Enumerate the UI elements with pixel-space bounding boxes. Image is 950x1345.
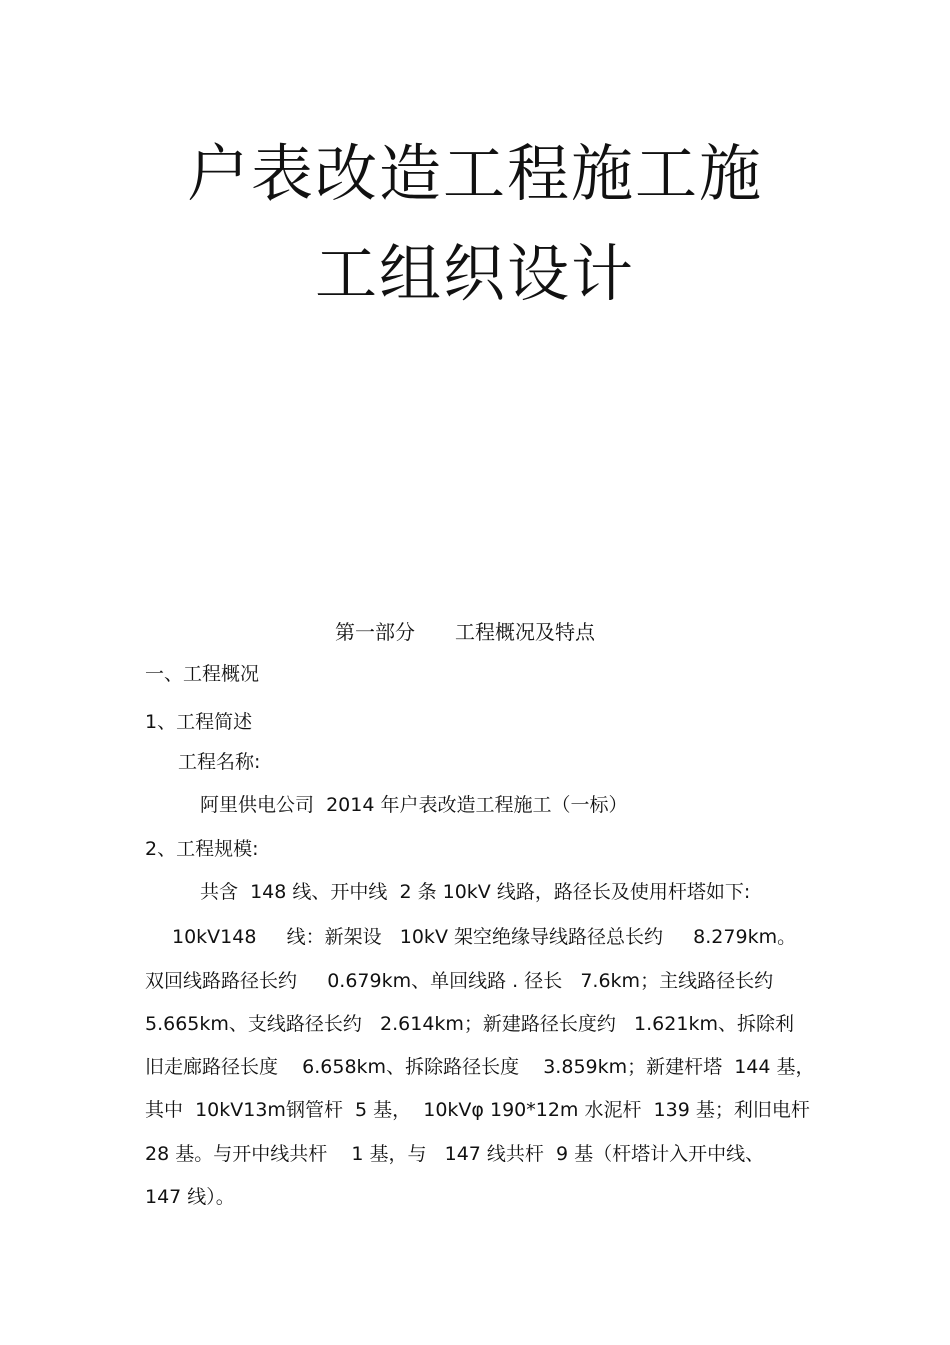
body-line: 5.665km、支线路径长约 2.614km；新建路径长度约 1.621km、拆除利 xyxy=(145,1013,794,1035)
body-line: 28 基。与开中线共杆 1 基，与 147 线共杆 9 基（杆塔计入开中线、 xyxy=(145,1143,765,1165)
section-heading: 一、工程概况 xyxy=(145,663,260,685)
body-line: 147 线）。 xyxy=(145,1186,235,1208)
project-name-value: 阿里供电公司 2014 年户表改造工程施工（一标） xyxy=(200,794,628,816)
subsection-heading-overview: 1、工程简述 xyxy=(145,711,253,733)
body-line: 旧走廊路径长度 6.658km、拆除路径长度 3.859km；新建杆塔 144 基， xyxy=(145,1056,815,1078)
body-line: 其中 10kV13m钢管杆 5 基， 10kVφ 190*12m 水泥杆 139 基；利旧电杆 xyxy=(145,1099,810,1121)
part-heading: 第一部分 工程概况及特点 xyxy=(335,620,595,644)
body-line: 10kV148 线：新架设 10kV 架空绝缘导线路径总长约 8.279km。 xyxy=(172,926,797,948)
body-line: 双回线路路径长约 0.679km、单回线路 . 径长 7.6km；主线路径长约 xyxy=(145,970,774,992)
document-title-line-1: 户表改造工程施工施 xyxy=(186,137,763,210)
document-title-line-2: 工组织设计 xyxy=(314,237,635,310)
subsection-heading-scale: 2、工程规模: xyxy=(145,838,259,860)
project-name-label: 工程名称: xyxy=(178,751,261,773)
body-line: 共含 148 线、开中线 2 条 10kV 线路，路径长及使用杆塔如下: xyxy=(200,881,751,903)
